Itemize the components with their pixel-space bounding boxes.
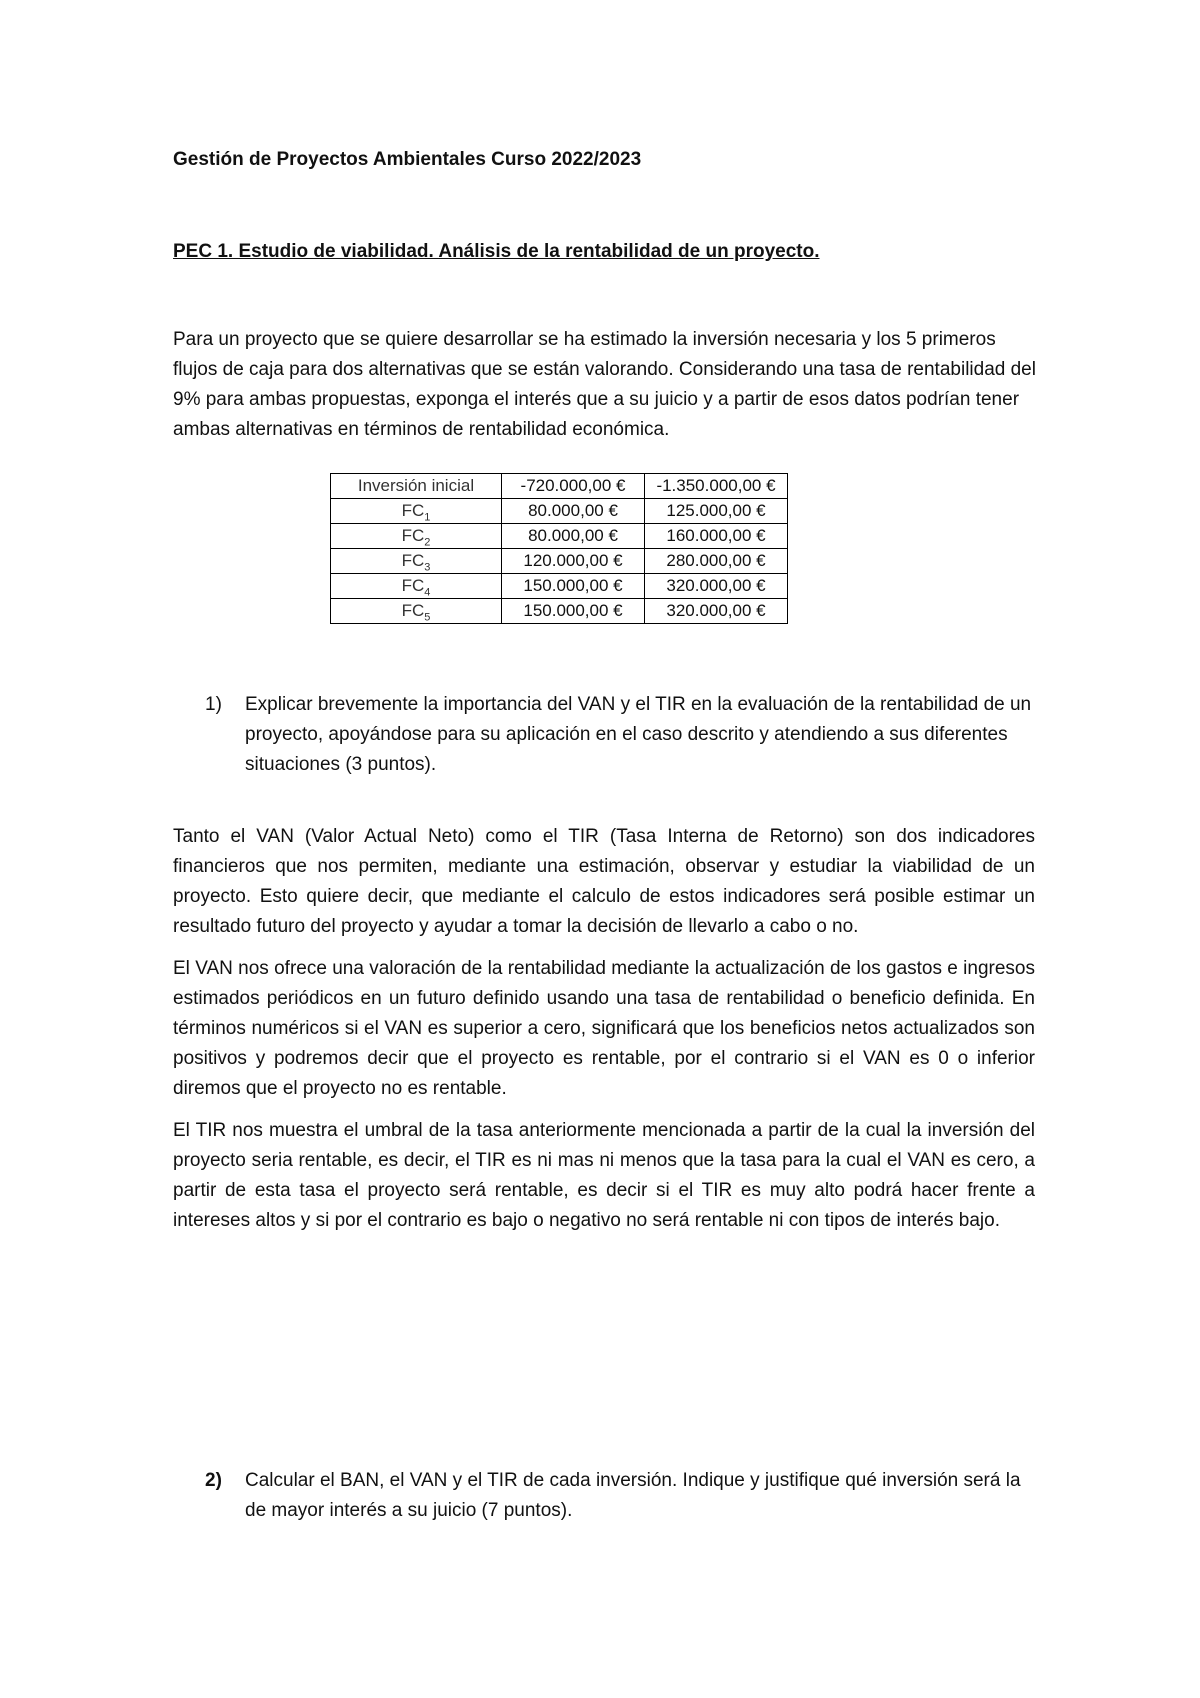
- table-row: [331, 524, 788, 549]
- row-label: $FC_1$: [331, 499, 502, 524]
- row-label: Inversión inicial: [331, 474, 502, 499]
- answer-paragraph: Tanto el VAN (Valor Actual Neto) como el TIR (Tasa Interna de Retorno) son dos indicadores financieros que nos permiten, mediante una estimación, observar y estudiar la viabilidad de un proyecto. Esto quiere decir, que mediante el calculo de estos indicadores será posible estimar un resultado futuro del proyecto y ayudar a tomar la decisión de llevarlo a cabo o no.: [173, 826, 1035, 937]
- answer-section: [173, 822, 1035, 1248]
- table-row: [331, 574, 788, 599]
- alternative-a-value: 150.000,00 €: [502, 574, 645, 599]
- alternative-b-value: 160.000,00 €: [645, 524, 788, 549]
- alternative-a-value: 80.000,00 €: [502, 524, 645, 549]
- alternative-b-value: -1.350.000,00 €: [645, 474, 788, 499]
- assignment-title: PEC 1. Estudio de viabilidad. Análisis de la rentabilidad de un proyecto.: [173, 241, 820, 262]
- answer-paragraph: El VAN nos ofrece una valoración de la rentabilidad mediante la actualización de los gastos e ingresos estimados periódicos en un futuro definido usando una tasa de rentabilidad o beneficio definida. En términos numéricos si el VAN es superior a cero, significará que los beneficios netos actualizados son positivos y podremos decir que el proyecto es rentable, por el contrario si el VAN es 0 o inferior diremos que el proyecto no es rentable.: [173, 958, 1035, 1099]
- row-label: $FC_5$: [331, 599, 502, 624]
- alternative-b-value: 320.000,00 €: [645, 599, 788, 624]
- answer-paragraph: El TIR nos muestra el umbral de la tasa anteriormente mencionada a partir de la cual la inversión del proyecto seria rentable, es decir, el TIR es ni mas ni menos que la tasa para la cual el VAN es cero, a partir de esta tasa el proyecto será rentable, es decir si el TIR es muy alto podrá hacer frente a intereses altos y si por el contrario es bajo o negativo no será rentable ni con tipos de interés bajo.: [173, 1120, 1035, 1231]
- cash-flow-table: [330, 473, 788, 624]
- row-label: $FC_2$: [331, 524, 502, 549]
- question-number: 1): [205, 694, 222, 715]
- alternative-a-value: 120.000,00 €: [502, 549, 645, 574]
- table-row: [331, 474, 788, 499]
- question-text: Explicar brevemente la importancia del VAN y el TIR en la evaluación de la rentabilidad de un proyecto, apoyándose para su aplicación en el caso descrito y atendiendo a sus diferentes situaciones (3 puntos).: [245, 694, 1032, 775]
- table-row: [331, 599, 788, 624]
- intro-paragraph: Para un proyecto que se quiere desarrollar se ha estimado la inversión necesaria y los 5 primeros flujos de caja para dos alternativas que se están valorando. Considerando una tasa de rentabilidad del 9% para ambas propuestas, exponga el interés que a su juicio y a partir de esos datos podrían tener ambas alternativas en términos de rentabilidad económica.: [173, 329, 1036, 440]
- alternative-a-value: 80.000,00 €: [502, 499, 645, 524]
- alternative-b-value: 320.000,00 €: [645, 574, 788, 599]
- table-row: [331, 499, 788, 524]
- table-row: [331, 549, 788, 574]
- question-1: [205, 690, 1035, 780]
- question-2: [205, 1466, 1035, 1526]
- question-text: Calcular el BAN, el VAN y el TIR de cada inversión. Indique y justifique qué inversión será la de mayor interés a su juicio (7 puntos).: [245, 1470, 1021, 1521]
- alternative-a-value: 150.000,00 €: [502, 599, 645, 624]
- course-title: Gestión de Proyectos Ambientales Curso 2022/2023: [173, 149, 642, 170]
- alternative-a-value: -720.000,00 €: [502, 474, 645, 499]
- question-number: 2): [205, 1470, 222, 1491]
- row-label: $FC_3$: [331, 549, 502, 574]
- alternative-b-value: 280.000,00 €: [645, 549, 788, 574]
- alternative-b-value: 125.000,00 €: [645, 499, 788, 524]
- row-label: $FC_4$: [331, 574, 502, 599]
